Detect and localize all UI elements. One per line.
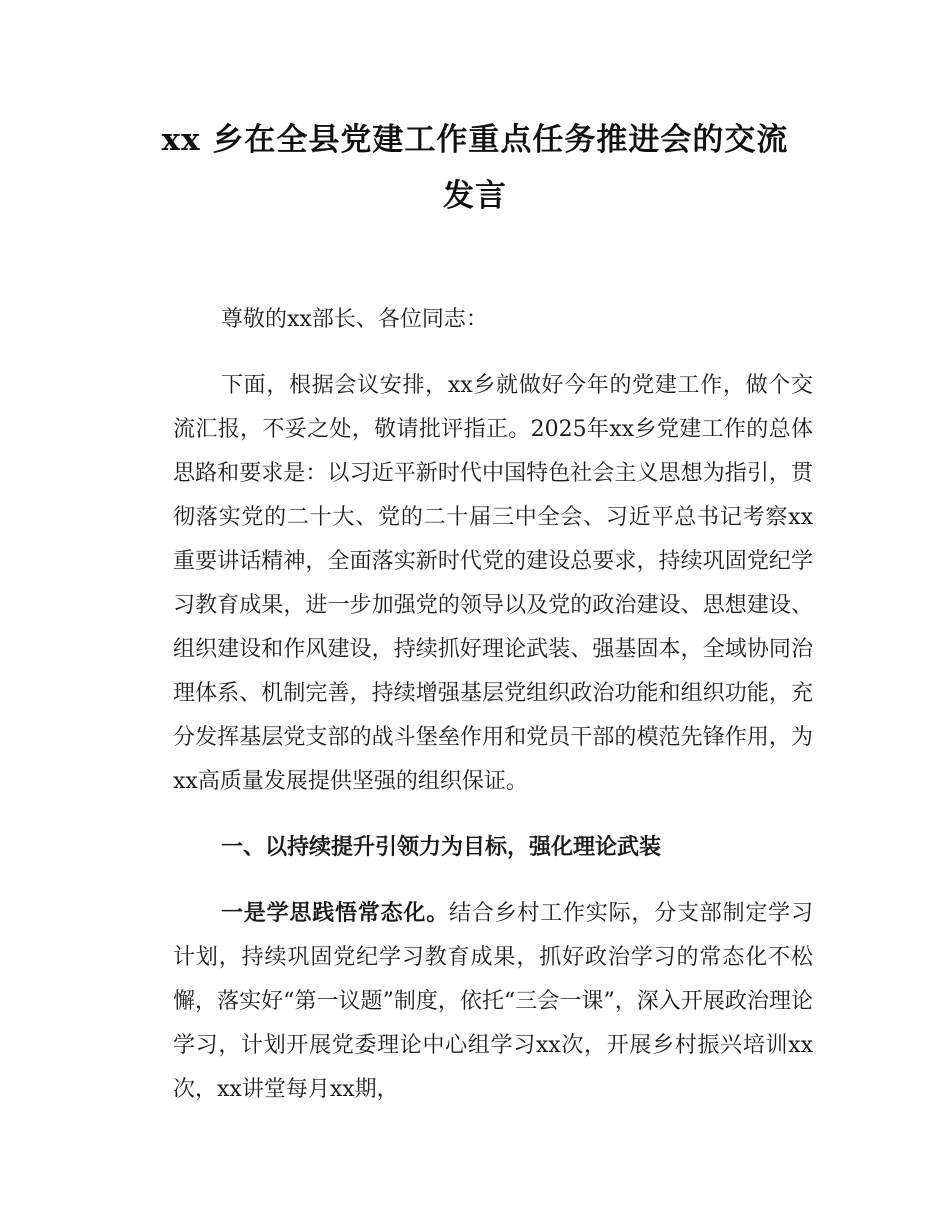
title-line-2: 发言 [443, 178, 507, 214]
document-title [120, 112, 830, 224]
section-heading-1: 一、以持续提升引领力为目标，强化理论武装 [221, 835, 662, 860]
salutation: 尊敬的xx部长、各位同志： [221, 307, 488, 332]
document-body [173, 298, 813, 1112]
title-line-1: xx 乡在全县党建工作重点任务推进会的交流 [161, 122, 789, 158]
paragraph-study-text: 结合乡村工作实际，分支部制定学习计划，持续巩固党纪学习教育成果，抓好政治学习的常态化不松懈，落实好“第一议题”制度，依托“三会一课”，深入开展政治理论学习，计划开展党委理论中心组学习xx次，开展乡村振兴培训xx次，xx讲堂每月xx期， [173, 901, 813, 1102]
paragraph-overview: 下面，根据会议安排，xx乡就做好今年的党建工作，做个交流汇报，不妥之处，敬请批评指正。2025年xx乡党建工作的总体思路和要求是：以习近平新时代中国特色社会主义思想为指引，贯彻落实党的二十大、党的二十届三中全会、习近平总书记考察xx重要讲话精神，全面落实新时代党的建设总要求，持续巩固党纪学习教育成果，进一步加强党的领导以及党的政治建设、思想建设、组织建设和作风建设，持续抓好理论武装、强基固本，全域协同治理体系、机制完善，持续增强基层党组织政治功能和组织功能，充分发挥基层党支部的战斗堡垒作用和党员干部的模范先锋作用，为xx高质量发展提供坚强的组织保证。 [173, 373, 813, 794]
paragraph-study-lead: 一是学思践悟常态化。 [221, 901, 449, 926]
paragraph-study [173, 892, 813, 1112]
